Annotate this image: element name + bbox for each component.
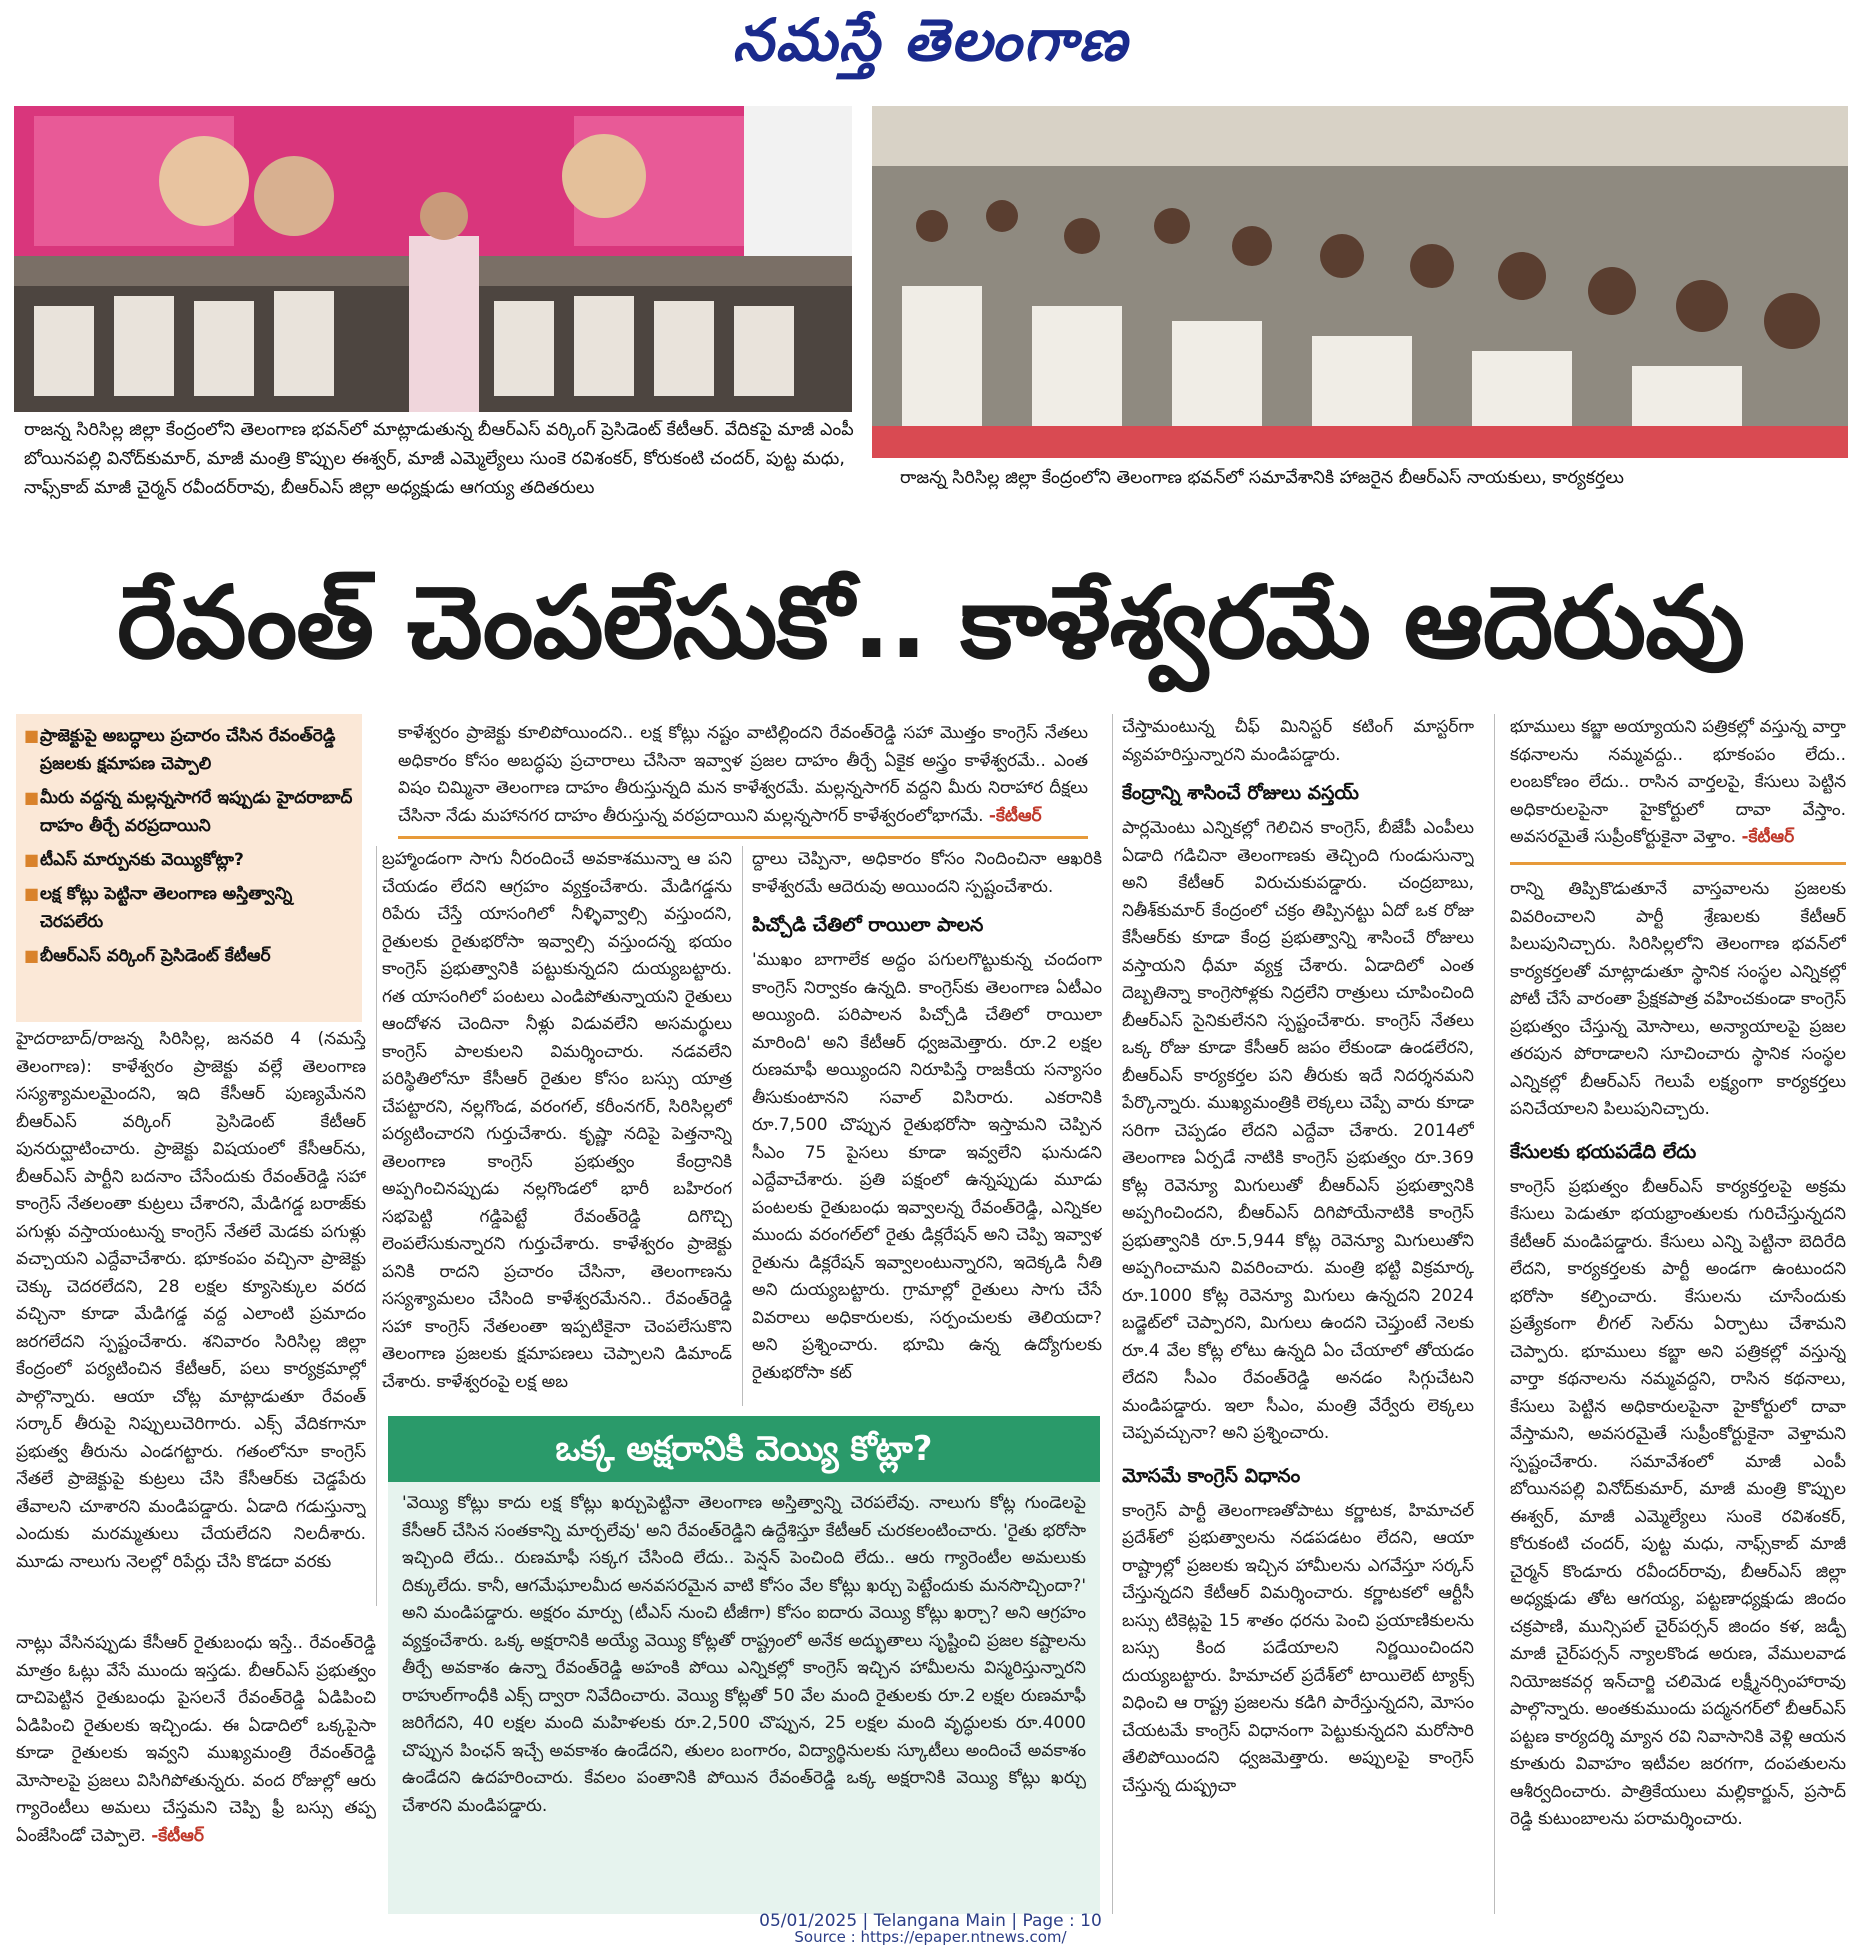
highlight-item: ■ మీరు వద్దన్న మల్లన్నసాగరే ఇప్పుడు హైదరాబాద్ దాహం తీర్చే వరప్రదాయిని (24, 784, 354, 840)
highlight-item: ■ లక్ష కోట్లు పెట్టినా తెలంగాణ అస్తిత్వాన్ని చెరపలేరు (24, 880, 354, 936)
top-quote-rule (398, 836, 1088, 839)
headline: రేవంత్ చెంపలేసుకో.. కాళేశ్వరమే ఆదెరువు (117, 564, 1744, 681)
photo-right-caption: రాజన్న సిరిసిల్ల జిల్లా కేంద్రంలోని తెలంగాణ భవన్‌లో సమావేశానికి హాజరైన బీఆర్‌ఎస్ నాయకులు, కార్యకర్తలు (900, 468, 1624, 488)
highlight-item: ■ టీఎస్ మార్పునకు వెయ్యికోట్లా? (24, 846, 354, 874)
column-5-text-b: కాంగ్రెస్ ప్రభుత్వం బీఆర్‌ఎస్ కార్యకర్తలపై అక్రమ కేసులు పెడుతూ భయభ్రాంతులకు గురిచేస్తున్నదని కేటీఆర్ మండిపడ్డారు. కేసులు ఎన్ని పెట్టినా బెదిరేది లేదని, కార్యకర్తలకు పార్టీ అండగా ఉంటుందని భరోసా కల్పించారు. కేసులను చూసేందుకు ప్రత్యేకంగా లీగల్ సెల్‌ను ఏర్పాటు చేశామని చెప్పారు. భూములు కబ్జా అని పత్రికల్లో వస్తున్న వార్తా కథనాలను నమ్మవద్దని, రాసిన కథనాలు, కేసులు పెట్టిన అధికారులపైనా హైకోర్టులో దావా వేస్తామని, అవసరమైతే సుప్రీంకోర్టుకైనా వెళ్తామని స్పష్టంచేశారు. సమావేశంలో మాజీ ఎంపీ బోయినపల్లి వినోద్‌కుమార్, మాజీ మంత్రి కొప్పుల ఈశ్వర్, మాజీ ఎమ్మెల్యేలు సుంకె రవిశంకర్, కోరుకంటి చందర్, పుట్ట మధు, నాఫ్స్‌కాబ్ మాజీ చైర్మన్ కొండూరు రవీందర్‌రావు, బీఆర్‌ఎస్ జిల్లా అధ్యక్షుడు తోట ఆగయ్య, పట్టణాధ్యక్షుడు జిందం చక్రపాణి, మున్సిపల్ చైర్‌పర్సన్ జిందం కళ, జడ్పీ మాజీ చైర్‌పర్సన్ న్యాలకొండ అరుణ, వేములవాడ నియోజకవర్గ ఇన్‌చార్జి చలిమెడ లక్ష్మీనర్సింహారావు పాల్గొన్నారు. అంతకుముందు పద్మనగర్‌లో బీఆర్‌ఎస్ పట్టణ కార్యదర్శి మ్యాన రవి నివాసానికి వెళ్లి ఆయన కూతురు వివాహం ఇటీవల జరగగా, దంపతులను ఆశీర్వదించారు. పాత్రికేయులు మల్లికార్జున్, ప్రసాద్ రెడ్డి కుటుంబాలను పరామర్శించారు. (1510, 1176, 1846, 1829)
bottom-quote (16, 1630, 376, 1900)
article-column-4 (1122, 714, 1474, 1914)
bottom-quote-signature: -కేటీఆర్ (151, 1825, 204, 1846)
highlight-item: ■ బీఆర్‌ఎస్ వర్కింగ్ ప్రెసిడెంట్ కేటీఆర్ (24, 942, 354, 970)
masthead-title: నమస్తే తెలంగాణ (732, 6, 1129, 74)
photo-left-image (14, 106, 852, 412)
top-quote-text: కాళేశ్వరం ప్రాజెక్టు కూలిపోయిందని.. లక్ష కోట్లు నష్టం వాటిల్లిందని రేవంత్‌రెడ్డి సహా మొత్తం కాంగ్రెస్ నేతలు అధికారం కోసం అబద్ధపు ప్రచారాలు చేసినా ఇవ్వాళ ప్రజల దాహం తీర్చే ఏకైక అస్త్రం కాళేశ్వరమే.. ఎంత విషం చిమ్మినా తెలంగాణ దాహం తీరుస్తున్నది మన కాళేశ్వరమే. మల్లన్నసాగర్ వద్దని మీరు నిరాహార దీక్షలు చేసినా నేడు మహానగర దాహం తీరుస్తున్న వరప్రదాయిని మల్లన్నసాగర్ కాళేశ్వరంలోభాగమే. (398, 723, 1088, 826)
photo-left-caption: రాజన్న సిరిసిల్ల జిల్లా కేంద్రంలోని తెలంగాణ భవన్‌లో మాట్లాడుతున్న బీఆర్‌ఎస్ వర్కింగ్ ప్రెసిడెంట్ కేటీఆర్. వేదికపై మాజీ ఎంపీ బోయినపల్లి వినోద్‌కుమార్, మాజీ మంత్రి కొప్పుల ఈశ్వర్, మాజీ ఎమ్మెల్యేలు సుంకె రవిశంకర్, కోరుకంటి చందర్, పుట్ట మధు, నాఫ్స్‌కాబ్ మాజీ చైర్మన్ రవీందర్‌రావు, బీఆర్‌ఎస్ జిల్లా అధ్యక్షుడు ఆగయ్య తదితరులు (24, 420, 854, 498)
article-column-3 (752, 846, 1102, 1406)
article-column-2 (382, 846, 732, 1406)
masthead (0, 0, 1861, 95)
highlight-item: ■ ప్రాజెక్టుపై అబద్ధాలు ప్రచారం చేసిన రేవంత్‌రెడ్డి ప్రజలకు క్షమాపణ చెప్పాలి (24, 722, 354, 778)
top-quote (398, 720, 1088, 832)
column-divider (1494, 714, 1495, 1914)
column-2-text: బ్రహ్మాండంగా సాగు నీరందించే అవకాశమున్నా ఆ పని చేయడం లేదని ఆగ్రహం వ్యక్తంచేశారు. మేడిగడ్డను రిపేరు చేస్తే యాసంగిలో నీళ్ళివ్వాల్సి వస్తుందని, రైతులకు రైతుభరోసా ఇవ్వాల్సి వస్తుందన్న భయం కాంగ్రెస్ ప్రభుత్వానికి పట్టుకున్నదని దుయ్యబట్టారు. గత యాసంగిలో పంటలు ఎండిపోతున్నాయని రైతులు ఆందోళన చెందినా నీళ్లు విడువలేని అసమర్థులు కాంగ్రెస్ పాలకులని విమర్శించారు. నడవలేని పరిస్థితిలోనూ కేసీఆర్ రైతుల కోసం బస్సు యాత్ర చేపట్టారని, నల్లగొండ, వరంగల్, కరీంనగర్, సిరిసిల్లలో పర్యటించారని గుర్తుచేశారు. కృష్ణా నదిపై పెత్తనాన్ని తెలంగాణ కాంగ్రెస్ ప్రభుత్వం కేంద్రానికి అప్పగించినప్పుడు నల్లగొండలో భారీ బహిరంగ సభపెట్టి గడ్డిపెట్టే రేవంత్‌రెడ్డి దిగొచ్చి లెంపలేసుకున్నారని గుర్తుచేశారు. కాళేశ్వరం ప్రాజెక్టు పనికి రాదని ప్రచారం చేసినా, తెలంగాణను సస్యశ్యామలం చేసింది కాళేశ్వరమేనని.. రేవంత్‌రెడ్డి సహా కాంగ్రెస్ నేతలంతా ఇప్పటికైనా చెంపలేసుకొని తెలంగాణ ప్రజలకు క్షమాపణలు చెప్పాలని డిమాండ్ చేశారు. కాళేశ్వరంపై లక్ష అబ (382, 849, 732, 1392)
column-3-text-a: ద్దాలు చెప్పినా, అధికారం కోసం నిందించినా ఆఖరికి కాళేశ్వరమే ఆదెరువు అయిందని స్పష్టంచేశారు. (752, 849, 1102, 897)
column-4-text-a: చేస్తామంటున్న చీఫ్ మినిస్టర్ కటింగ్ మాస్టర్‌గా వ్యవహరిస్తున్నారని మండిపడ్డారు. (1122, 717, 1474, 765)
feature-box-title: ఒక్క అక్షరానికి వెయ్యి కోట్లా? (388, 1416, 1100, 1482)
column-divider (742, 846, 743, 1406)
column-4-text-b: పార్లమెంటు ఎన్నికల్లో గెలిచిన కాంగ్రెస్, బీజేపీ ఎంపీలు ఏడాది గడిచినా తెలంగాణకు తెచ్చింది గుండుసున్నా అని కేటీఆర్ విరుచుకుపడ్డారు. చంద్రబాబు, నితీశ్‌కుమార్ కేంద్రంలో చక్రం తిప్పినట్టు ఏదో ఒక రోజు కేసీఆర్‌కు కూడా కేంద్ర ప్రభుత్వాన్ని శాసించే రోజులు వస్తాయని ధీమా వ్యక్త చేశారు. ఏడాదిలో ఎంత దెబ్బతిన్నా కాంగ్రెసోళ్లకు నిద్రలేని రాత్రులు చూపించింది బీఆర్‌ఎస్ సైనికులేనని స్పష్టంచేశారు. కాంగ్రెస్ నేతలు ఒక్క రోజు కూడా కేసీఆర్ జపం లేకుండా ఉండలేరని, బీఆర్‌ఎస్ కార్యకర్తల పని తీరుకు ఇదే నిదర్శనమని పేర్కొన్నారు. ముఖ్యమంత్రికి లెక్కలు చెప్పే వారు కూడా సరిగా చెప్పడం లేదని ఎద్దేవా చేశారు. 2014లో తెలంగాణ ఏర్పడే నాటికి కాంగ్రెస్ ప్రభుత్వం రూ.369 కోట్ల రెవెన్యూ మిగులుతో బీఆర్‌ఎస్ ప్రభుత్వానికి అప్పగించిందని, బీఆర్‌ఎస్ దిగిపోయేనాటికి కాంగ్రెస్ ప్రభుత్వానికి రూ.5,944 కోట్ల రెవెన్యూ మిగులుతోని అప్పగించామని వివరించారు. మంత్రి భట్టి విక్రమార్క రూ.1000 కోట్ల రెవెన్యూ మిగులు ఉన్నదని 2024 బడ్జెట్‌లో చెప్పారని, మిగులు ఉందని చెప్తుంటే నెలకు రూ.4 వేల కోట్ల లోటు ఉన్నది ఏం చేయాలో తోయడం లేదని సీఎం రేవంత్‌రెడ్డి అనడం సిగ్గుచేటని మండిపడ్డారు. ఇలా సీఎం, మంత్రి వేర్వేరు లెక్కలు చెప్పవచ్చునా? అని ప్రశ్నించారు. (1122, 818, 1474, 1443)
photo-right-image (872, 106, 1848, 458)
bullet-icon: ■ (24, 850, 40, 869)
photo-left (14, 106, 852, 412)
bullet-icon: ■ (24, 884, 40, 903)
highlights-box (16, 714, 362, 1022)
feature-box-text: 'వెయ్యి కోట్లు కాదు లక్ష కోట్లు ఖర్చుపెట్టినా తెలంగాణ అస్తిత్వాన్ని చెరపలేవు. నాలుగు కోట్ల గుండెలపై కేసీఆర్ చేసిన సంతకాన్ని మార్చలేవు' అని రేవంత్‌రెడ్డిని ఉద్దేశిస్తూ కేటీఆర్ చురకలంటించారు. 'రైతు భరోసా ఇచ్చింది లేదు.. రుణమాఫీ సక్కగ చేసింది లేదు.. పెన్షన్ పెంచింది లేదు.. ఆరు గ్యారెంటీల అమలుకు దిక్కులేదు. కానీ, ఆగమేఘాలమీద అనవసరమైన వాటి కోసం వేల కోట్లు ఖర్చు పెట్టేందుకు మనసొచ్చిందా?' అని మండిపడ్డారు. అక్షరం మార్పు (టీఎస్ నుంచి టీజీగా) కోసం ఐదారు వెయ్యి కోట్లు ఖర్చా? అని ఆగ్రహం వ్యక్తంచేశారు. ఒక్క అక్షరానికి అయ్యే వెయ్యి కోట్లతో రాష్ట్రంలో అనేక అద్భుతాలు సృష్టించి ప్రజల కష్టాలను తీర్చే అవకాశం ఉన్నా రేవంత్‌రెడ్డి అహంకి పోయి ఎన్నికల్లో కాంగ్రెస్ ఇచ్చిన హామీలను విస్మరిస్తున్నారని రాహుల్‌గాంధీకి ఎక్స్ ద్వారా నివేదించారు. వెయ్యి కోట్లతో 50 వేల మంది రైతులకు రూ.2 లక్షల రుణమాఫీ జరిగేదని, 40 లక్షల మంది మహిళలకు రూ.2,500 చొప్పున, 25 లక్షల మంది వృద్ధులకు రూ.4000 చొప్పున పింఛన్ ఇచ్చే అవకాశం ఉండేదని, తులం బంగారం, విద్యార్థినులకు స్కూటీలు అందించే అవకాశం ఉండేదని ఉదహరించారు. కేవలం పంతానికి పోయిన రేవంత్‌రెడ్డి ఒక్క అక్షరానికి వెయ్యి కోట్లు ఖర్చు చేశారని మండిపడ్డారు. (402, 1493, 1086, 1816)
column-divider (1112, 714, 1113, 1914)
bottom-quote-text: నాట్లు వేసినప్పుడు కేసీఆర్ రైతుబంధు ఇస్తే.. రేవంత్‌రెడ్డి మాత్రం ఓట్లు వేసే ముందు ఇస్తడు. బీఆర్‌ఎస్ ప్రభుత్వం దాచిపెట్టిన రైతుబంధు పైసలనే రేవంత్‌రెడ్డి ఏడిపించి ఏడిపించి రైతులకు ఇచ్చిండు. ఈ ఏడాదిలో ఒక్కపైసా కూడా రైతులకు ఇవ్వని ముఖ్యమంత్రి రేవంత్‌రెడ్డి మోసాలపై ప్రజలు విసిగిపోతున్నరు. వంద రోజుల్లో ఆరు గ్యారెంటీలు అమలు చేస్తమని చెప్పి ఫ్రీ బస్సు తప్ప ఏంజేసిండో చెప్పాలె. (16, 1633, 376, 1846)
article-column-1 (16, 1026, 366, 1598)
right-quote-text: భూములు కబ్జా అయ్యాయని పత్రికల్లో వస్తున్న వార్తా కథనాలను నమ్మవద్దు.. భూకంపం లేదు.. లంబకోణం లేదు.. రాసిన వార్తలపై, కేసులు పెట్టిన అధికారులపైనా హైకోర్టులో దావా వేస్తాం. అవసరమైతే సుప్రీంకోర్టుకైనా వెళ్తాం. (1510, 717, 1846, 847)
bullet-icon: ■ (24, 726, 40, 745)
article-column-5 (1510, 876, 1846, 1916)
column-3-subhead: పిచ్చోడి చేతిలో రాయిలా పాలన (752, 914, 984, 936)
column-4-text-c: కాంగ్రెస్ పార్టీ తెలంగాణతోపాటు కర్ణాటక, హిమాచల్ ప్రదేశ్‌లో ప్రభుత్వాలను నడపడటం లేదని, ఆయా రాష్ట్రాల్లో ప్రజలకు ఇచ్చిన హామీలను ఎగవేస్తూ సర్కస్ చేస్తున్నదని కేటీఆర్ విమర్శించారు. కర్ణాటకలో ఆర్టీసీ బస్సు టికెట్లపై 15 శాతం ధరను పెంచి ప్రయాణికులను బస్సు కింద పడేయాలని నిర్ణయించిందని దుయ్యబట్టారు. హిమాచల్ ప్రదేశ్‌లో టాయిలెట్ ట్యాక్స్ విధించి ఆ రాష్ట్ర ప్రజలను కడిగి పారేస్తున్నదని, మోసం చేయటమే కాంగ్రెస్ విధానంగా పెట్టుకున్నదని మరోసారి తేలిపోయిందని ధ్వజమెత్తారు. అప్పులపై కాంగ్రెస్ చేస్తున్న దుష్ప్రచా (1122, 1500, 1474, 1796)
top-quote-signature: -కేటీఆర్ (988, 805, 1042, 826)
footer-date-line: 05/01/2025 | Telangana Main | Page : 10 (759, 1911, 1102, 1931)
column-4-subhead-2: మోసమే కాంగ్రెస్ విధానం (1122, 1464, 1301, 1487)
column-1-text: హైదరాబాద్/రాజన్న సిరిసిల్ల, జనవరి 4 (నమస్తే తెలంగాణ): కాళేశ్వరం ప్రాజెక్టు వల్లే తెలంగాణ సస్యశ్యామలమైందని, ఇది కేసీఆర్ పుణ్యమేనని బీఆర్‌ఎస్ వర్కింగ్ ప్రెసిడెంట్ కేటీఆర్ పునరుద్ఘాటించారు. ప్రాజెక్టు విషయంలో కేసీఆర్‌ను, బీఆర్‌ఎస్ పార్టీని బదనాం చేసేందుకు రేవంత్‌రెడ్డి సహా కాంగ్రెస్ నేతలంతా కుట్రలు చేశారని, మేడిగడ్డ బరాజ్‌కు పగుళ్లు వస్తాయంటున్న కాంగ్రెస్ నేతలే మెడకు పగుళ్లు వచ్చాయని ఎద్దేవాచేశారు. భూకంపం వచ్చినా ప్రాజెక్టు చెక్కు చెదరలేదని, 28 లక్షల క్యూసెక్కుల వరద వచ్చినా కూడా మేడిగడ్డ వద్ద ఎలాంటి ప్రమాదం జరగలేదని స్పష్టంచేశారు. శనివారం సిరిసిల్ల జిల్లా కేంద్రంలో పర్యటించిన కేటీఆర్, పలు కార్యక్రమాల్లో పాల్గొన్నారు. ఆయా చోట్ల మాట్లాడుతూ రేవంత్ సర్కార్ తీరుపై నిప్పులుచెరిగారు. ఎక్స్ వేదికగానూ ప్రభుత్వ తీరును ఎండగట్టారు. గతంలోనూ కాంగ్రెస్ నేతలే ప్రాజెక్టుపై కుట్రలు చేసి కేసీఆర్‌కు చెడ్డపేరు తేవాలని చూశారని మండిపడ్డారు. ఏడాది గడుస్తున్నా ఎందుకు మరమ్మతులు చేయలేదని నిలదీశారు. మూడు నాలుగు నెలల్లో రిపేర్లు చేసి కొడదా వరకు (16, 1029, 366, 1572)
feature-box (388, 1416, 1100, 1914)
photo-right (872, 106, 1848, 458)
bullet-icon: ■ (24, 946, 40, 965)
right-quote-rule (1510, 862, 1846, 865)
column-4-subhead-1: కేంద్రాన్ని శాసించే రోజులు వస్తయ్ (1122, 782, 1359, 804)
footer-source-link[interactable]: Source : https://epaper.ntnews.com/ (794, 1928, 1067, 1946)
right-quote (1510, 714, 1846, 858)
column-3-text-b: 'ముఖం బాగాలేక అద్దం పగులగొట్టుకున్న చందంగా కాంగ్రెస్ నిర్వాకం ఉన్నది. కాంగ్రెస్‌కు తెలంగాణ ఏటీఎం అయ్యింది. పరిపాలన పిచ్చోడి చేతిలో రాయిలా మారింది' అని కేటీఆర్ ధ్వజమెత్తారు. రూ.2 లక్షల రుణమాఫీ అయ్యిందని నిరూపిస్తే రాజకీయ సన్యాసం తీసుకుంటానని సవాల్ విసిరారు. ఎకరానికి రూ.7,500 చొప్పున రైతుభరోసా ఇస్తామని చెప్పిన సీఎం 75 పైసలు కూడా ఇవ్వలేని ఘనుడని ఎద్దేవాచేశారు. ప్రతి పక్షంలో ఉన్నప్పుడు మూడు పంటలకు రైతుబంధు ఇవ్వాలన్న రేవంత్‌రెడ్డి, ఎన్నికల ముందు వరంగల్‌లో రైతు డిక్లరేషన్ అని చెప్పి ఇవ్వాళ రైతును డిక్లరేషన్ ఇవ్వాలంటున్నారని, ఇదెక్కడి నీతి అని దుయ్యబట్టారు. గ్రామాల్లో రైతులు సాగు చేసే వివరాలు అధికారులకు, సర్పంచులకు తెలియదా? అని ప్రశ్నించారు. భూమి ఉన్న ఉద్యోగులకు రైతుభరోసా కట్ (752, 950, 1102, 1383)
bullet-icon: ■ (24, 788, 40, 807)
column-5-text-a: రాన్ని తిప్పికొడుతూనే వాస్తవాలను ప్రజలకు వివరించాలని పార్టీ శ్రేణులకు కేటీఆర్ పిలుపునిచ్చారు. సిరిసిల్లలోని తెలంగాణ భవన్‌లో కార్యకర్తలతో మాట్లాడుతూ స్థానిక సంస్థల ఎన్నికల్లో పోటీ చేసే వారంతా ప్రేక్షకపాత్ర వహించకుండా కాంగ్రెస్ ప్రభుత్వం చేస్తున్న మోసాలు, అన్యాయాలపై ప్రజల తరపున పోరాడాలని సూచించారు స్థానిక సంస్థల ఎన్నికల్లో బీఆర్‌ఎస్ గెలుపే లక్ష్యంగా కార్యకర్తలు పనిచేయాలని పిలుపునిచ్చారు. (1510, 879, 1846, 1119)
column-5-subhead: కేసులకు భయపడేది లేదు (1510, 1140, 1697, 1163)
right-quote-signature: -కేటీఆర్ (1741, 827, 1795, 847)
column-divider (376, 846, 377, 1606)
